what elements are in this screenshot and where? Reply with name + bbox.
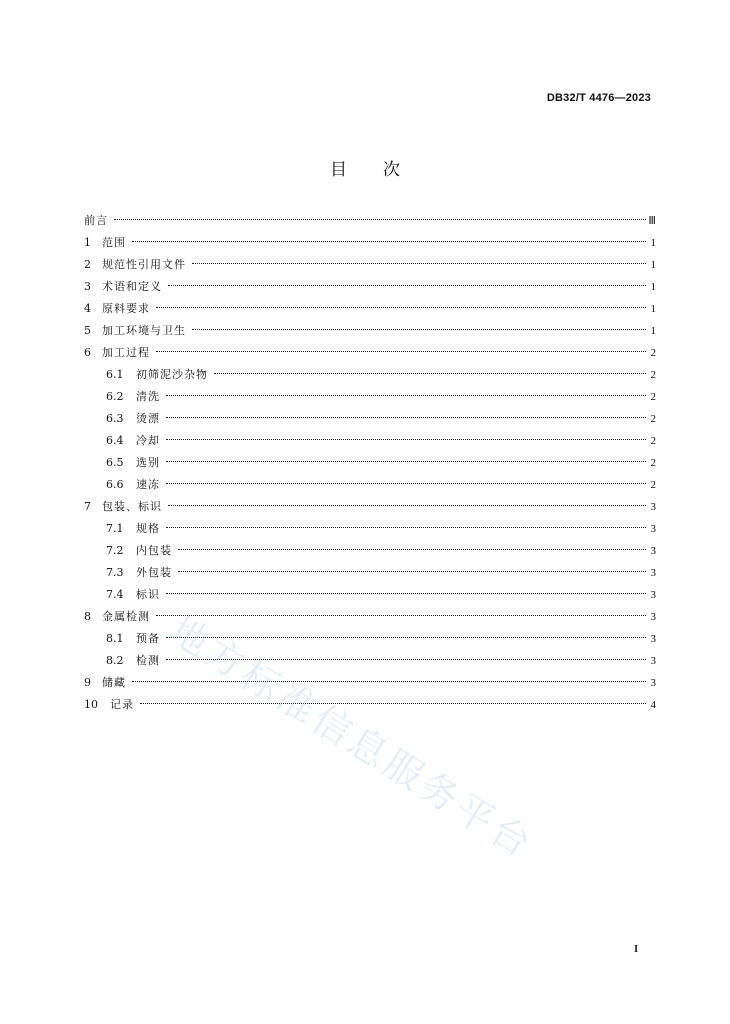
toc-entry-page: 1 — [650, 325, 656, 337]
toc-entry[interactable] — [84, 408, 656, 430]
toc-entry-label: 术语和定义 — [102, 280, 162, 293]
toc-dot-leader — [132, 241, 646, 242]
toc-entry-page: 3 — [650, 589, 656, 601]
page-title: 目次 — [330, 160, 436, 180]
toc-entry-number: 10 — [84, 698, 98, 711]
toc-dot-leader — [166, 659, 646, 660]
toc-entry-page: 2 — [650, 435, 656, 447]
toc-entry-number: 7.2 — [106, 544, 124, 557]
toc-entry-number: 7.4 — [106, 588, 124, 601]
toc-entry-label: 标识 — [136, 588, 160, 601]
toc-dot-leader — [166, 461, 646, 462]
document-code: DB32/T 4476—2023 — [546, 92, 651, 104]
toc-entry-number: 2 — [84, 258, 91, 271]
toc-entry-label: 加工过程 — [102, 346, 150, 359]
toc-dot-leader — [166, 593, 646, 594]
toc-entry-label: 选别 — [136, 456, 160, 469]
toc-entry-number: 6 — [84, 346, 91, 359]
toc-entry-page: 3 — [650, 567, 656, 579]
toc-entry-label: 内包装 — [136, 544, 172, 557]
toc-entry-number: 1 — [84, 236, 91, 249]
toc-dot-leader — [166, 527, 646, 528]
toc-entry-label: 检测 — [136, 654, 160, 667]
toc-entry-number: 6.4 — [106, 434, 124, 447]
toc-entry[interactable] — [84, 518, 656, 540]
toc-entry[interactable] — [84, 496, 656, 518]
footer-page-number: I — [634, 944, 638, 955]
toc-entry[interactable] — [84, 254, 656, 276]
toc-entry[interactable] — [84, 210, 656, 232]
toc-entry-number: 8.2 — [106, 654, 124, 667]
toc-entry-number: 7.3 — [106, 566, 124, 579]
toc-entry-number: 6.5 — [106, 456, 124, 469]
toc-entry-number: 6.6 — [106, 478, 124, 491]
toc-entry-page: 2 — [650, 391, 656, 403]
table-of-contents — [84, 210, 656, 716]
toc-entry-page: 3 — [650, 655, 656, 667]
toc-entry-label: 初筛泥沙杂物 — [136, 368, 208, 381]
toc-entry-page: 2 — [650, 457, 656, 469]
watermark: 地方标准信息服务平台 — [161, 607, 542, 868]
toc-entry[interactable] — [84, 628, 656, 650]
toc-dot-leader — [140, 703, 646, 704]
toc-dot-leader — [114, 219, 646, 220]
toc-dot-leader — [192, 329, 646, 330]
toc-dot-leader — [156, 351, 646, 352]
toc-entry[interactable] — [84, 232, 656, 254]
toc-entry-number: 9 — [84, 676, 91, 689]
toc-entry[interactable] — [84, 452, 656, 474]
toc-dot-leader — [166, 439, 646, 440]
toc-entry-label: 烫漂 — [136, 412, 160, 425]
toc-entry-label: 范围 — [102, 236, 126, 249]
toc-entry[interactable] — [84, 320, 656, 342]
toc-entry-page: 2 — [650, 413, 656, 425]
toc-entry-number: 5 — [84, 324, 91, 337]
toc-entry-label: 加工环境与卫生 — [102, 324, 186, 337]
toc-dot-leader — [168, 285, 646, 286]
toc-entry-page: 4 — [650, 699, 656, 711]
toc-dot-leader — [166, 483, 646, 484]
toc-entry-label: 规格 — [136, 522, 160, 535]
toc-entry-page: Ⅲ — [648, 215, 656, 227]
toc-entry-number: 6.3 — [106, 412, 124, 425]
toc-entry-page: 3 — [650, 501, 656, 513]
toc-entry-label: 冷却 — [136, 434, 160, 447]
toc-entry[interactable] — [84, 606, 656, 628]
toc-entry-label: 包装、标识 — [102, 500, 162, 513]
toc-entry-page: 1 — [650, 259, 656, 271]
toc-dot-leader — [166, 417, 646, 418]
toc-dot-leader — [132, 681, 646, 682]
toc-entry-page: 2 — [650, 369, 656, 381]
toc-dot-leader — [166, 637, 646, 638]
toc-entry-number: 3 — [84, 280, 91, 293]
toc-entry-label: 速冻 — [136, 478, 160, 491]
toc-entry-label: 金属检测 — [102, 610, 150, 623]
toc-entry[interactable] — [84, 474, 656, 496]
toc-dot-leader — [156, 615, 646, 616]
toc-entry-page: 3 — [650, 523, 656, 535]
toc-entry-page: 1 — [650, 281, 656, 293]
toc-entry-number: 8.1 — [106, 632, 124, 645]
toc-entry-label: 记录 — [110, 698, 134, 711]
toc-entry-page: 1 — [650, 303, 656, 315]
toc-entry-label: 前言 — [84, 214, 108, 227]
toc-entry[interactable] — [84, 650, 656, 672]
toc-entry-label: 预备 — [136, 632, 160, 645]
toc-entry-number: 8 — [84, 610, 91, 623]
toc-entry[interactable] — [84, 430, 656, 452]
toc-entry-page: 2 — [650, 347, 656, 359]
toc-dot-leader — [166, 395, 646, 396]
toc-entry-label: 储藏 — [102, 676, 126, 689]
toc-entry-page: 3 — [650, 677, 656, 689]
toc-dot-leader — [168, 505, 646, 506]
toc-dot-leader — [156, 307, 646, 308]
toc-entry[interactable] — [84, 584, 656, 606]
toc-entry[interactable] — [84, 364, 656, 386]
toc-entry[interactable] — [84, 386, 656, 408]
toc-entry[interactable] — [84, 276, 656, 298]
toc-entry-label: 清洗 — [136, 390, 160, 403]
toc-entry-page: 3 — [650, 633, 656, 645]
toc-entry[interactable] — [84, 562, 656, 584]
toc-entry[interactable] — [84, 342, 656, 364]
toc-entry-number: 7 — [84, 500, 91, 513]
toc-dot-leader — [178, 571, 646, 572]
toc-entry-number: 7.1 — [106, 522, 124, 535]
toc-entry-page: 3 — [650, 545, 656, 557]
toc-entry[interactable] — [84, 298, 656, 320]
toc-dot-leader — [178, 549, 646, 550]
toc-entry-label: 外包装 — [136, 566, 172, 579]
toc-entry[interactable] — [84, 672, 656, 694]
toc-entry[interactable] — [84, 540, 656, 562]
toc-entry-number: 4 — [84, 302, 91, 315]
toc-entry-label: 原料要求 — [102, 302, 150, 315]
toc-entry-number: 6.1 — [106, 368, 124, 381]
toc-dot-leader — [192, 263, 646, 264]
toc-entry-number: 6.2 — [106, 390, 124, 403]
toc-entry-page: 3 — [650, 611, 656, 623]
toc-entry[interactable] — [84, 694, 656, 716]
toc-dot-leader — [214, 373, 646, 374]
toc-entry-label: 规范性引用文件 — [102, 258, 186, 271]
toc-entry-page: 1 — [650, 237, 656, 249]
toc-entry-page: 2 — [650, 479, 656, 491]
